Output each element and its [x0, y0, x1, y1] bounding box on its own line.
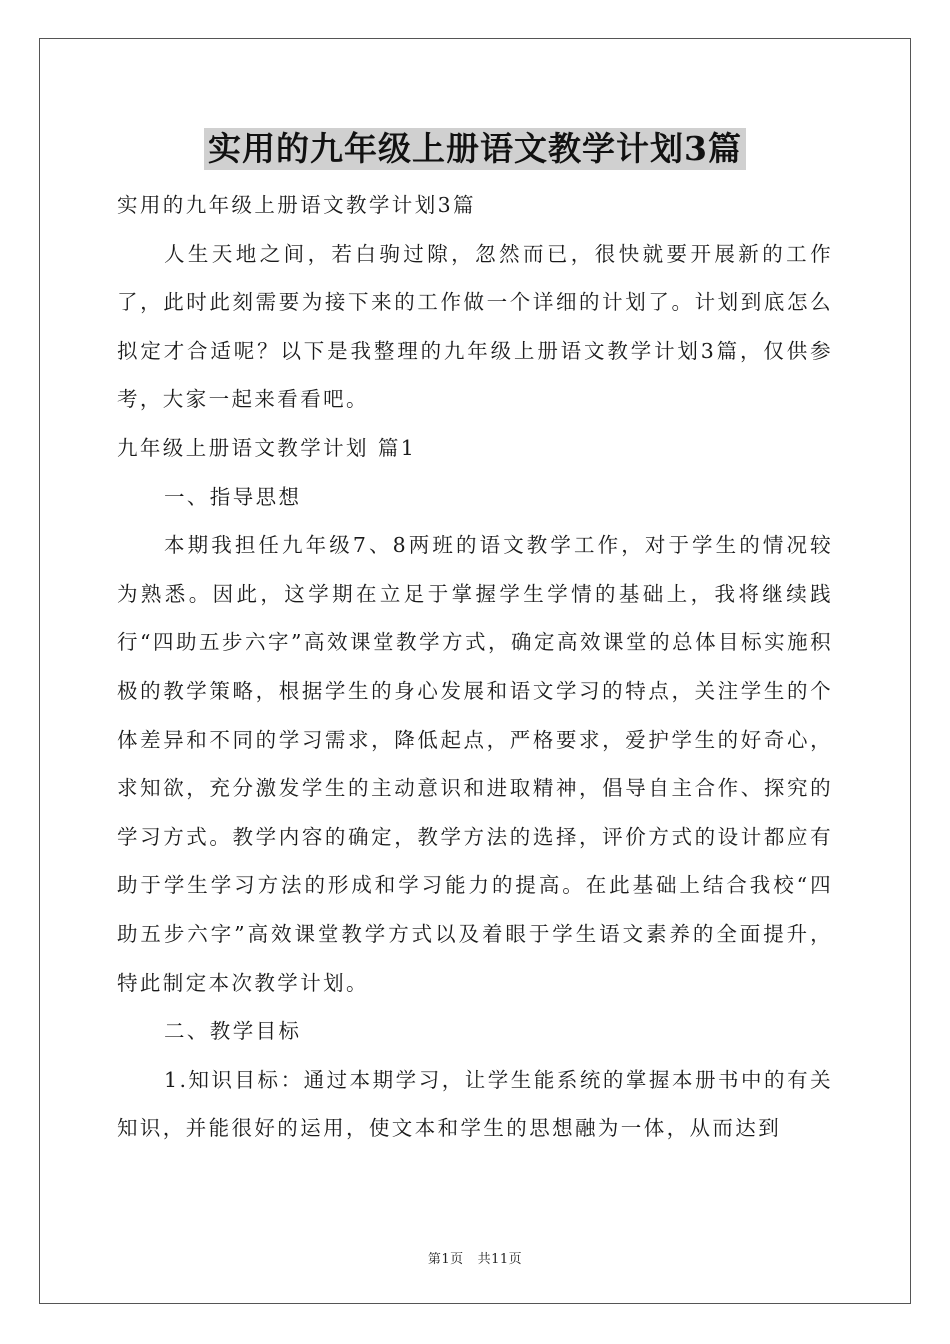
document-body — [117, 181, 833, 1153]
title-container — [0, 128, 950, 170]
document-title: 实用的九年级上册语文教学计划3篇 — [204, 128, 746, 170]
section-heading: 九年级上册语文教学计划 篇1 — [117, 435, 417, 460]
subtitle-line: 实用的九年级上册语文教学计划3篇 — [117, 193, 476, 217]
page-footer — [0, 1248, 950, 1267]
page-number: 第1页 — [427, 1252, 464, 1267]
part1-heading: 一、指导思想 — [164, 484, 302, 509]
part2-item1-paragraph: 1.知识目标：通过本期学习，让学生能系统的掌握本册书中的有关知识，并能很好的运用，使文本和学生的思想融为一体，从而达到 — [117, 1067, 833, 1141]
part1-body-paragraph: 本期我担任九年级7、8两班的语文教学工作，对于学生的情况较为熟悉。因此，这学期在立足于掌握学生学情的基础上，我将继续践行“四助五步六字”高效课堂教学方式，确定高效课堂的总体目标实施积极的教学策略，根据学生的身心发展和语文学习的特点，关注学生的个体差异和不同的学习需求，降低起点，严格要求，爱护学生的好奇心，求知欲，充分激发学生的主动意识和进取精神，倡导自主合作、探究的学习方式。教学内容的确定，教学方法的选择，评价方式的设计都应有助于学生学习方法的形成和学习能力的提高。在此基础上结合我校“四助五步六字”高效课堂教学方式以及着眼于学生语文素养的全面提升，特此制定本次教学计划。 — [117, 533, 833, 995]
page-total: 共11页 — [477, 1252, 523, 1267]
part2-heading: 二、教学目标 — [164, 1019, 302, 1044]
intro-paragraph: 人生天地之间，若白驹过隙，忽然而已，很快就要开展新的工作了，此时此刻需要为接下来的工作做一个详细的计划了。计划到底怎么拟定才合适呢？以下是我整理的九年级上册语文教学计划3篇，仅供参考，大家一起来看看吧。 — [117, 241, 833, 412]
